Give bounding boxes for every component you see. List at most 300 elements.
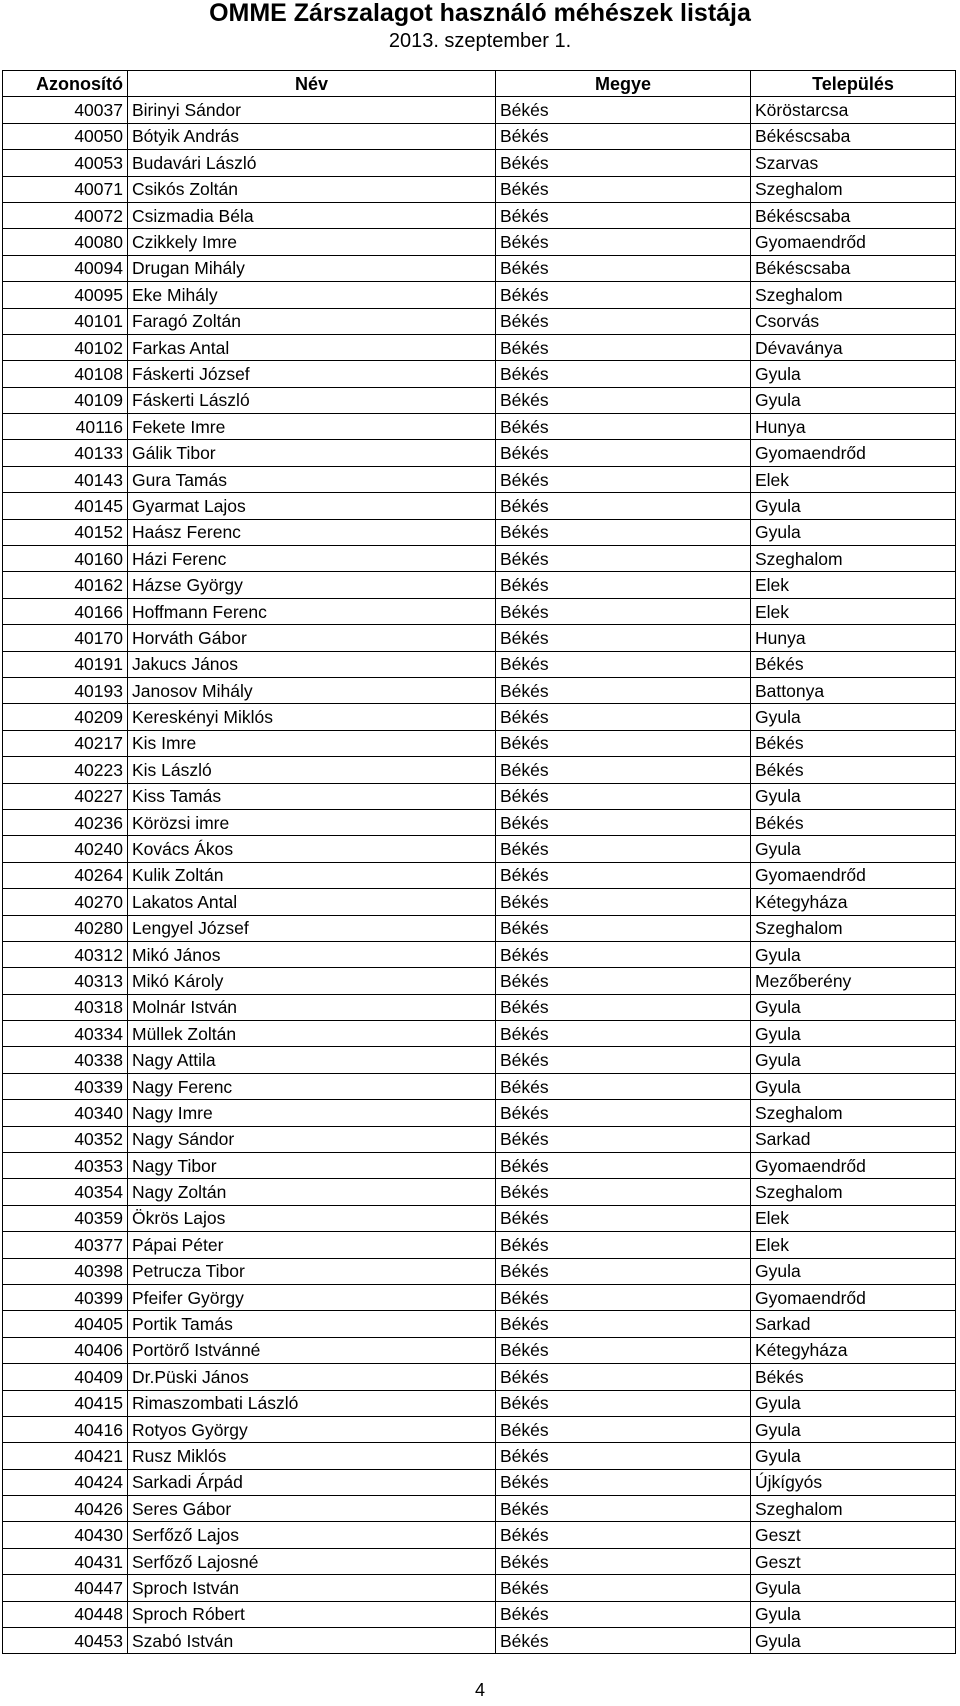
table-row xyxy=(3,334,956,360)
table-row xyxy=(3,730,956,756)
cell-county: Békés xyxy=(496,1232,751,1258)
table-row xyxy=(3,598,956,624)
cell-name: Haász Ferenc xyxy=(128,519,496,545)
table-row xyxy=(3,123,956,149)
cell-town: Szeghalom xyxy=(751,546,956,572)
cell-id: 40102 xyxy=(3,334,128,360)
beekeeper-table xyxy=(2,70,956,1654)
cell-id: 40399 xyxy=(3,1284,128,1310)
cell-town: Gyula xyxy=(751,493,956,519)
table-row xyxy=(3,1575,956,1601)
table-row xyxy=(3,229,956,255)
table-row xyxy=(3,941,956,967)
cell-county: Békés xyxy=(496,889,751,915)
cell-name: Faragó Zoltán xyxy=(128,308,496,334)
cell-town: Kétegyháza xyxy=(751,889,956,915)
cell-id: 40280 xyxy=(3,915,128,941)
cell-id: 40236 xyxy=(3,809,128,835)
cell-county: Békés xyxy=(496,915,751,941)
cell-name: Pápai Péter xyxy=(128,1232,496,1258)
cell-town: Hunya xyxy=(751,414,956,440)
cell-id: 40109 xyxy=(3,387,128,413)
cell-name: Petrucza Tibor xyxy=(128,1258,496,1284)
table-row xyxy=(3,361,956,387)
cell-id: 40223 xyxy=(3,757,128,783)
table-row xyxy=(3,915,956,941)
cell-county: Békés xyxy=(496,1153,751,1179)
cell-town: Geszt xyxy=(751,1548,956,1574)
column-header-town: Település xyxy=(751,71,956,97)
cell-name: Seres Gábor xyxy=(128,1496,496,1522)
table-row xyxy=(3,1601,956,1627)
cell-town: Gyula xyxy=(751,387,956,413)
cell-id: 40101 xyxy=(3,308,128,334)
cell-town: Elek xyxy=(751,572,956,598)
cell-county: Békés xyxy=(496,414,751,440)
cell-id: 40270 xyxy=(3,889,128,915)
cell-town: Gyula xyxy=(751,1416,956,1442)
cell-county: Békés xyxy=(496,466,751,492)
cell-id: 40095 xyxy=(3,282,128,308)
cell-id: 40143 xyxy=(3,466,128,492)
table-row xyxy=(3,519,956,545)
cell-id: 40053 xyxy=(3,150,128,176)
cell-county: Békés xyxy=(496,229,751,255)
table-row xyxy=(3,387,956,413)
cell-id: 40431 xyxy=(3,1548,128,1574)
table-row xyxy=(3,757,956,783)
cell-town: Gyula xyxy=(751,1601,956,1627)
cell-id: 40318 xyxy=(3,994,128,1020)
cell-name: Bótyik András xyxy=(128,123,496,149)
cell-town: Kétegyháza xyxy=(751,1337,956,1363)
cell-county: Békés xyxy=(496,176,751,202)
cell-town: Gyula xyxy=(751,1390,956,1416)
cell-id: 40406 xyxy=(3,1337,128,1363)
cell-id: 40166 xyxy=(3,598,128,624)
cell-county: Békés xyxy=(496,730,751,756)
table-row xyxy=(3,1390,956,1416)
cell-town: Szeghalom xyxy=(751,915,956,941)
cell-town: Gyomaendrőd xyxy=(751,229,956,255)
table-row xyxy=(3,1153,956,1179)
cell-town: Dévaványa xyxy=(751,334,956,360)
table-row xyxy=(3,1205,956,1231)
table-row xyxy=(3,1628,956,1654)
cell-id: 40108 xyxy=(3,361,128,387)
cell-id: 40430 xyxy=(3,1522,128,1548)
table-row xyxy=(3,546,956,572)
cell-town: Gyula xyxy=(751,941,956,967)
cell-id: 40227 xyxy=(3,783,128,809)
cell-name: Sproch Róbert xyxy=(128,1601,496,1627)
cell-name: Sproch István xyxy=(128,1575,496,1601)
cell-town: Szeghalom xyxy=(751,282,956,308)
cell-town: Gyula xyxy=(751,1258,956,1284)
cell-town: Sarkad xyxy=(751,1311,956,1337)
table-row xyxy=(3,414,956,440)
cell-town: Gyomaendrőd xyxy=(751,1284,956,1310)
cell-name: Fáskerti József xyxy=(128,361,496,387)
table-row xyxy=(3,255,956,281)
cell-town: Gyomaendrőd xyxy=(751,1153,956,1179)
table-row xyxy=(3,440,956,466)
cell-name: Körözsi imre xyxy=(128,809,496,835)
column-header-county: Megye xyxy=(496,71,751,97)
cell-town: Szeghalom xyxy=(751,1100,956,1126)
cell-town: Szarvas xyxy=(751,150,956,176)
cell-id: 40080 xyxy=(3,229,128,255)
table-row xyxy=(3,1258,956,1284)
cell-name: Serfőző Lajos xyxy=(128,1522,496,1548)
table-row xyxy=(3,862,956,888)
cell-town: Békés xyxy=(751,730,956,756)
cell-county: Békés xyxy=(496,1628,751,1654)
cell-town: Gyula xyxy=(751,836,956,862)
cell-id: 40193 xyxy=(3,677,128,703)
table-row xyxy=(3,572,956,598)
cell-name: Fekete Imre xyxy=(128,414,496,440)
cell-id: 40050 xyxy=(3,123,128,149)
cell-name: Rusz Miklós xyxy=(128,1443,496,1469)
cell-town: Gyula xyxy=(751,704,956,730)
cell-town: Békéscsaba xyxy=(751,123,956,149)
table-row xyxy=(3,1443,956,1469)
cell-id: 40313 xyxy=(3,968,128,994)
cell-town: Elek xyxy=(751,1205,956,1231)
cell-town: Gyula xyxy=(751,1628,956,1654)
cell-town: Békés xyxy=(751,1364,956,1390)
cell-name: Rotyos György xyxy=(128,1416,496,1442)
cell-name: Rimaszombati László xyxy=(128,1390,496,1416)
cell-name: Budavári László xyxy=(128,150,496,176)
table-row xyxy=(3,1232,956,1258)
cell-town: Csorvás xyxy=(751,308,956,334)
cell-name: Drugan Mihály xyxy=(128,255,496,281)
page-date: 2013. szeptember 1. xyxy=(388,30,572,52)
cell-name: Hoffmann Ferenc xyxy=(128,598,496,624)
cell-name: Nagy Zoltán xyxy=(128,1179,496,1205)
cell-town: Gyula xyxy=(751,994,956,1020)
cell-county: Békés xyxy=(496,651,751,677)
cell-county: Békés xyxy=(496,308,751,334)
cell-county: Békés xyxy=(496,1311,751,1337)
cell-name: Müllek Zoltán xyxy=(128,1021,496,1047)
cell-id: 40072 xyxy=(3,202,128,228)
cell-name: Kis Imre xyxy=(128,730,496,756)
cell-id: 40170 xyxy=(3,625,128,651)
table-header-row xyxy=(3,71,956,97)
cell-id: 40240 xyxy=(3,836,128,862)
cell-id: 40421 xyxy=(3,1443,128,1469)
cell-name: Gálik Tibor xyxy=(128,440,496,466)
cell-name: Mikó János xyxy=(128,941,496,967)
cell-county: Békés xyxy=(496,1443,751,1469)
cell-county: Békés xyxy=(496,1073,751,1099)
cell-county: Békés xyxy=(496,1021,751,1047)
cell-county: Békés xyxy=(496,202,751,228)
table-row xyxy=(3,1179,956,1205)
cell-name: Nagy Tibor xyxy=(128,1153,496,1179)
table-row xyxy=(3,1496,956,1522)
table-row xyxy=(3,1337,956,1363)
cell-town: Elek xyxy=(751,1232,956,1258)
cell-id: 40352 xyxy=(3,1126,128,1152)
cell-county: Békés xyxy=(496,704,751,730)
cell-county: Békés xyxy=(496,1100,751,1126)
table-row xyxy=(3,1416,956,1442)
cell-county: Békés xyxy=(496,572,751,598)
table-row xyxy=(3,202,956,228)
cell-name: Csikós Zoltán xyxy=(128,176,496,202)
cell-town: Köröstarcsa xyxy=(751,97,956,123)
table-row xyxy=(3,651,956,677)
cell-name: Kovács Ákos xyxy=(128,836,496,862)
cell-town: Gyomaendrőd xyxy=(751,440,956,466)
cell-county: Békés xyxy=(496,334,751,360)
cell-name: Jakucs János xyxy=(128,651,496,677)
cell-name: Molnár István xyxy=(128,994,496,1020)
cell-county: Békés xyxy=(496,1126,751,1152)
cell-name: Lengyel József xyxy=(128,915,496,941)
cell-id: 40209 xyxy=(3,704,128,730)
table-row xyxy=(3,1100,956,1126)
cell-id: 40415 xyxy=(3,1390,128,1416)
cell-name: Portörő Istvánné xyxy=(128,1337,496,1363)
cell-name: Kiss Tamás xyxy=(128,783,496,809)
cell-county: Békés xyxy=(496,255,751,281)
table-row xyxy=(3,150,956,176)
cell-county: Békés xyxy=(496,1469,751,1495)
table-row xyxy=(3,1047,956,1073)
cell-town: Békéscsaba xyxy=(751,202,956,228)
table-row xyxy=(3,1364,956,1390)
cell-name: Pfeifer György xyxy=(128,1284,496,1310)
cell-id: 40133 xyxy=(3,440,128,466)
cell-county: Békés xyxy=(496,361,751,387)
cell-name: Ökrös Lajos xyxy=(128,1205,496,1231)
cell-town: Békés xyxy=(751,757,956,783)
cell-county: Békés xyxy=(496,1205,751,1231)
cell-id: 40448 xyxy=(3,1601,128,1627)
cell-county: Békés xyxy=(496,625,751,651)
cell-town: Gyula xyxy=(751,1575,956,1601)
cell-id: 40071 xyxy=(3,176,128,202)
cell-id: 40191 xyxy=(3,651,128,677)
table-row xyxy=(3,783,956,809)
cell-county: Békés xyxy=(496,862,751,888)
cell-town: Békés xyxy=(751,651,956,677)
cell-name: Házi Ferenc xyxy=(128,546,496,572)
cell-county: Békés xyxy=(496,1548,751,1574)
cell-id: 40453 xyxy=(3,1628,128,1654)
cell-county: Békés xyxy=(496,968,751,994)
cell-county: Békés xyxy=(496,1337,751,1363)
page-number: 4 xyxy=(474,1680,485,1700)
cell-name: Lakatos Antal xyxy=(128,889,496,915)
cell-id: 40353 xyxy=(3,1153,128,1179)
cell-county: Békés xyxy=(496,493,751,519)
cell-name: Házse György xyxy=(128,572,496,598)
cell-name: Gura Tamás xyxy=(128,466,496,492)
cell-town: Békés xyxy=(751,809,956,835)
cell-name: Czikkely Imre xyxy=(128,229,496,255)
cell-county: Békés xyxy=(496,546,751,572)
table-row xyxy=(3,1073,956,1099)
table-body xyxy=(3,97,956,1654)
cell-county: Békés xyxy=(496,97,751,123)
column-header-id: Azonosító xyxy=(3,71,128,97)
cell-id: 40037 xyxy=(3,97,128,123)
cell-county: Békés xyxy=(496,1179,751,1205)
cell-county: Békés xyxy=(496,836,751,862)
cell-id: 40334 xyxy=(3,1021,128,1047)
cell-name: Kereskényi Miklós xyxy=(128,704,496,730)
table-row xyxy=(3,1311,956,1337)
cell-county: Békés xyxy=(496,1258,751,1284)
cell-id: 40094 xyxy=(3,255,128,281)
cell-county: Békés xyxy=(496,1047,751,1073)
table-row xyxy=(3,282,956,308)
table-row xyxy=(3,1548,956,1574)
cell-id: 40217 xyxy=(3,730,128,756)
cell-town: Gyula xyxy=(751,519,956,545)
cell-id: 40340 xyxy=(3,1100,128,1126)
cell-county: Békés xyxy=(496,1601,751,1627)
cell-county: Békés xyxy=(496,677,751,703)
table-row xyxy=(3,1522,956,1548)
cell-name: Horváth Gábor xyxy=(128,625,496,651)
cell-id: 40416 xyxy=(3,1416,128,1442)
cell-name: Nagy Sándor xyxy=(128,1126,496,1152)
cell-county: Békés xyxy=(496,598,751,624)
cell-county: Békés xyxy=(496,1522,751,1548)
cell-name: Eke Mihály xyxy=(128,282,496,308)
cell-id: 40359 xyxy=(3,1205,128,1231)
cell-name: Gyarmat Lajos xyxy=(128,493,496,519)
cell-county: Békés xyxy=(496,1496,751,1522)
cell-county: Békés xyxy=(496,1284,751,1310)
cell-id: 40264 xyxy=(3,862,128,888)
cell-county: Békés xyxy=(496,123,751,149)
cell-name: Szabó István xyxy=(128,1628,496,1654)
cell-town: Szeghalom xyxy=(751,176,956,202)
table-row xyxy=(3,968,956,994)
table-row xyxy=(3,1021,956,1047)
cell-name: Portik Tamás xyxy=(128,1311,496,1337)
cell-county: Békés xyxy=(496,387,751,413)
table-row xyxy=(3,677,956,703)
table-row xyxy=(3,97,956,123)
cell-town: Gyula xyxy=(751,1073,956,1099)
cell-name: Sarkadi Árpád xyxy=(128,1469,496,1495)
cell-town: Elek xyxy=(751,598,956,624)
table-row xyxy=(3,889,956,915)
cell-name: Kulik Zoltán xyxy=(128,862,496,888)
cell-id: 40354 xyxy=(3,1179,128,1205)
cell-name: Dr.Püski János xyxy=(128,1364,496,1390)
cell-county: Békés xyxy=(496,150,751,176)
table-row xyxy=(3,809,956,835)
cell-name: Janosov Mihály xyxy=(128,677,496,703)
cell-county: Békés xyxy=(496,440,751,466)
cell-id: 40426 xyxy=(3,1496,128,1522)
cell-id: 40339 xyxy=(3,1073,128,1099)
cell-town: Gyomaendrőd xyxy=(751,862,956,888)
table-row xyxy=(3,625,956,651)
cell-town: Geszt xyxy=(751,1522,956,1548)
cell-county: Békés xyxy=(496,809,751,835)
column-header-name: Név xyxy=(128,71,496,97)
cell-id: 40447 xyxy=(3,1575,128,1601)
cell-town: Újkígyós xyxy=(751,1469,956,1495)
cell-town: Gyula xyxy=(751,361,956,387)
cell-name: Nagy Imre xyxy=(128,1100,496,1126)
cell-county: Békés xyxy=(496,783,751,809)
table-row xyxy=(3,1126,956,1152)
cell-id: 40377 xyxy=(3,1232,128,1258)
cell-name: Serfőző Lajosné xyxy=(128,1548,496,1574)
cell-county: Békés xyxy=(496,1364,751,1390)
table-row xyxy=(3,1284,956,1310)
cell-name: Birinyi Sándor xyxy=(128,97,496,123)
cell-county: Békés xyxy=(496,1390,751,1416)
cell-id: 40405 xyxy=(3,1311,128,1337)
cell-county: Békés xyxy=(496,282,751,308)
table-row xyxy=(3,176,956,202)
cell-name: Csizmadia Béla xyxy=(128,202,496,228)
table-row xyxy=(3,308,956,334)
table-row xyxy=(3,836,956,862)
cell-name: Nagy Attila xyxy=(128,1047,496,1073)
table-row xyxy=(3,1469,956,1495)
cell-id: 40312 xyxy=(3,941,128,967)
cell-id: 40160 xyxy=(3,546,128,572)
cell-county: Békés xyxy=(496,519,751,545)
cell-town: Gyula xyxy=(751,1047,956,1073)
cell-id: 40398 xyxy=(3,1258,128,1284)
cell-id: 40338 xyxy=(3,1047,128,1073)
table-row xyxy=(3,994,956,1020)
cell-id: 40116 xyxy=(3,414,128,440)
cell-town: Gyula xyxy=(751,1021,956,1047)
cell-county: Békés xyxy=(496,994,751,1020)
cell-id: 40152 xyxy=(3,519,128,545)
cell-id: 40145 xyxy=(3,493,128,519)
cell-town: Szeghalom xyxy=(751,1496,956,1522)
cell-county: Békés xyxy=(496,1416,751,1442)
cell-name: Farkas Antal xyxy=(128,334,496,360)
cell-town: Szeghalom xyxy=(751,1179,956,1205)
table-row xyxy=(3,704,956,730)
cell-county: Békés xyxy=(496,941,751,967)
cell-name: Mikó Károly xyxy=(128,968,496,994)
cell-town: Sarkad xyxy=(751,1126,956,1152)
cell-town: Mezőberény xyxy=(751,968,956,994)
cell-town: Elek xyxy=(751,466,956,492)
page-title: OMME Zárszalagot használó méhészek listája xyxy=(209,0,751,27)
cell-id: 40424 xyxy=(3,1469,128,1495)
cell-county: Békés xyxy=(496,757,751,783)
cell-name: Kis László xyxy=(128,757,496,783)
cell-name: Nagy Ferenc xyxy=(128,1073,496,1099)
cell-county: Békés xyxy=(496,1575,751,1601)
cell-town: Gyula xyxy=(751,1443,956,1469)
table-row xyxy=(3,493,956,519)
cell-name: Fáskerti László xyxy=(128,387,496,413)
table-row xyxy=(3,466,956,492)
cell-town: Hunya xyxy=(751,625,956,651)
